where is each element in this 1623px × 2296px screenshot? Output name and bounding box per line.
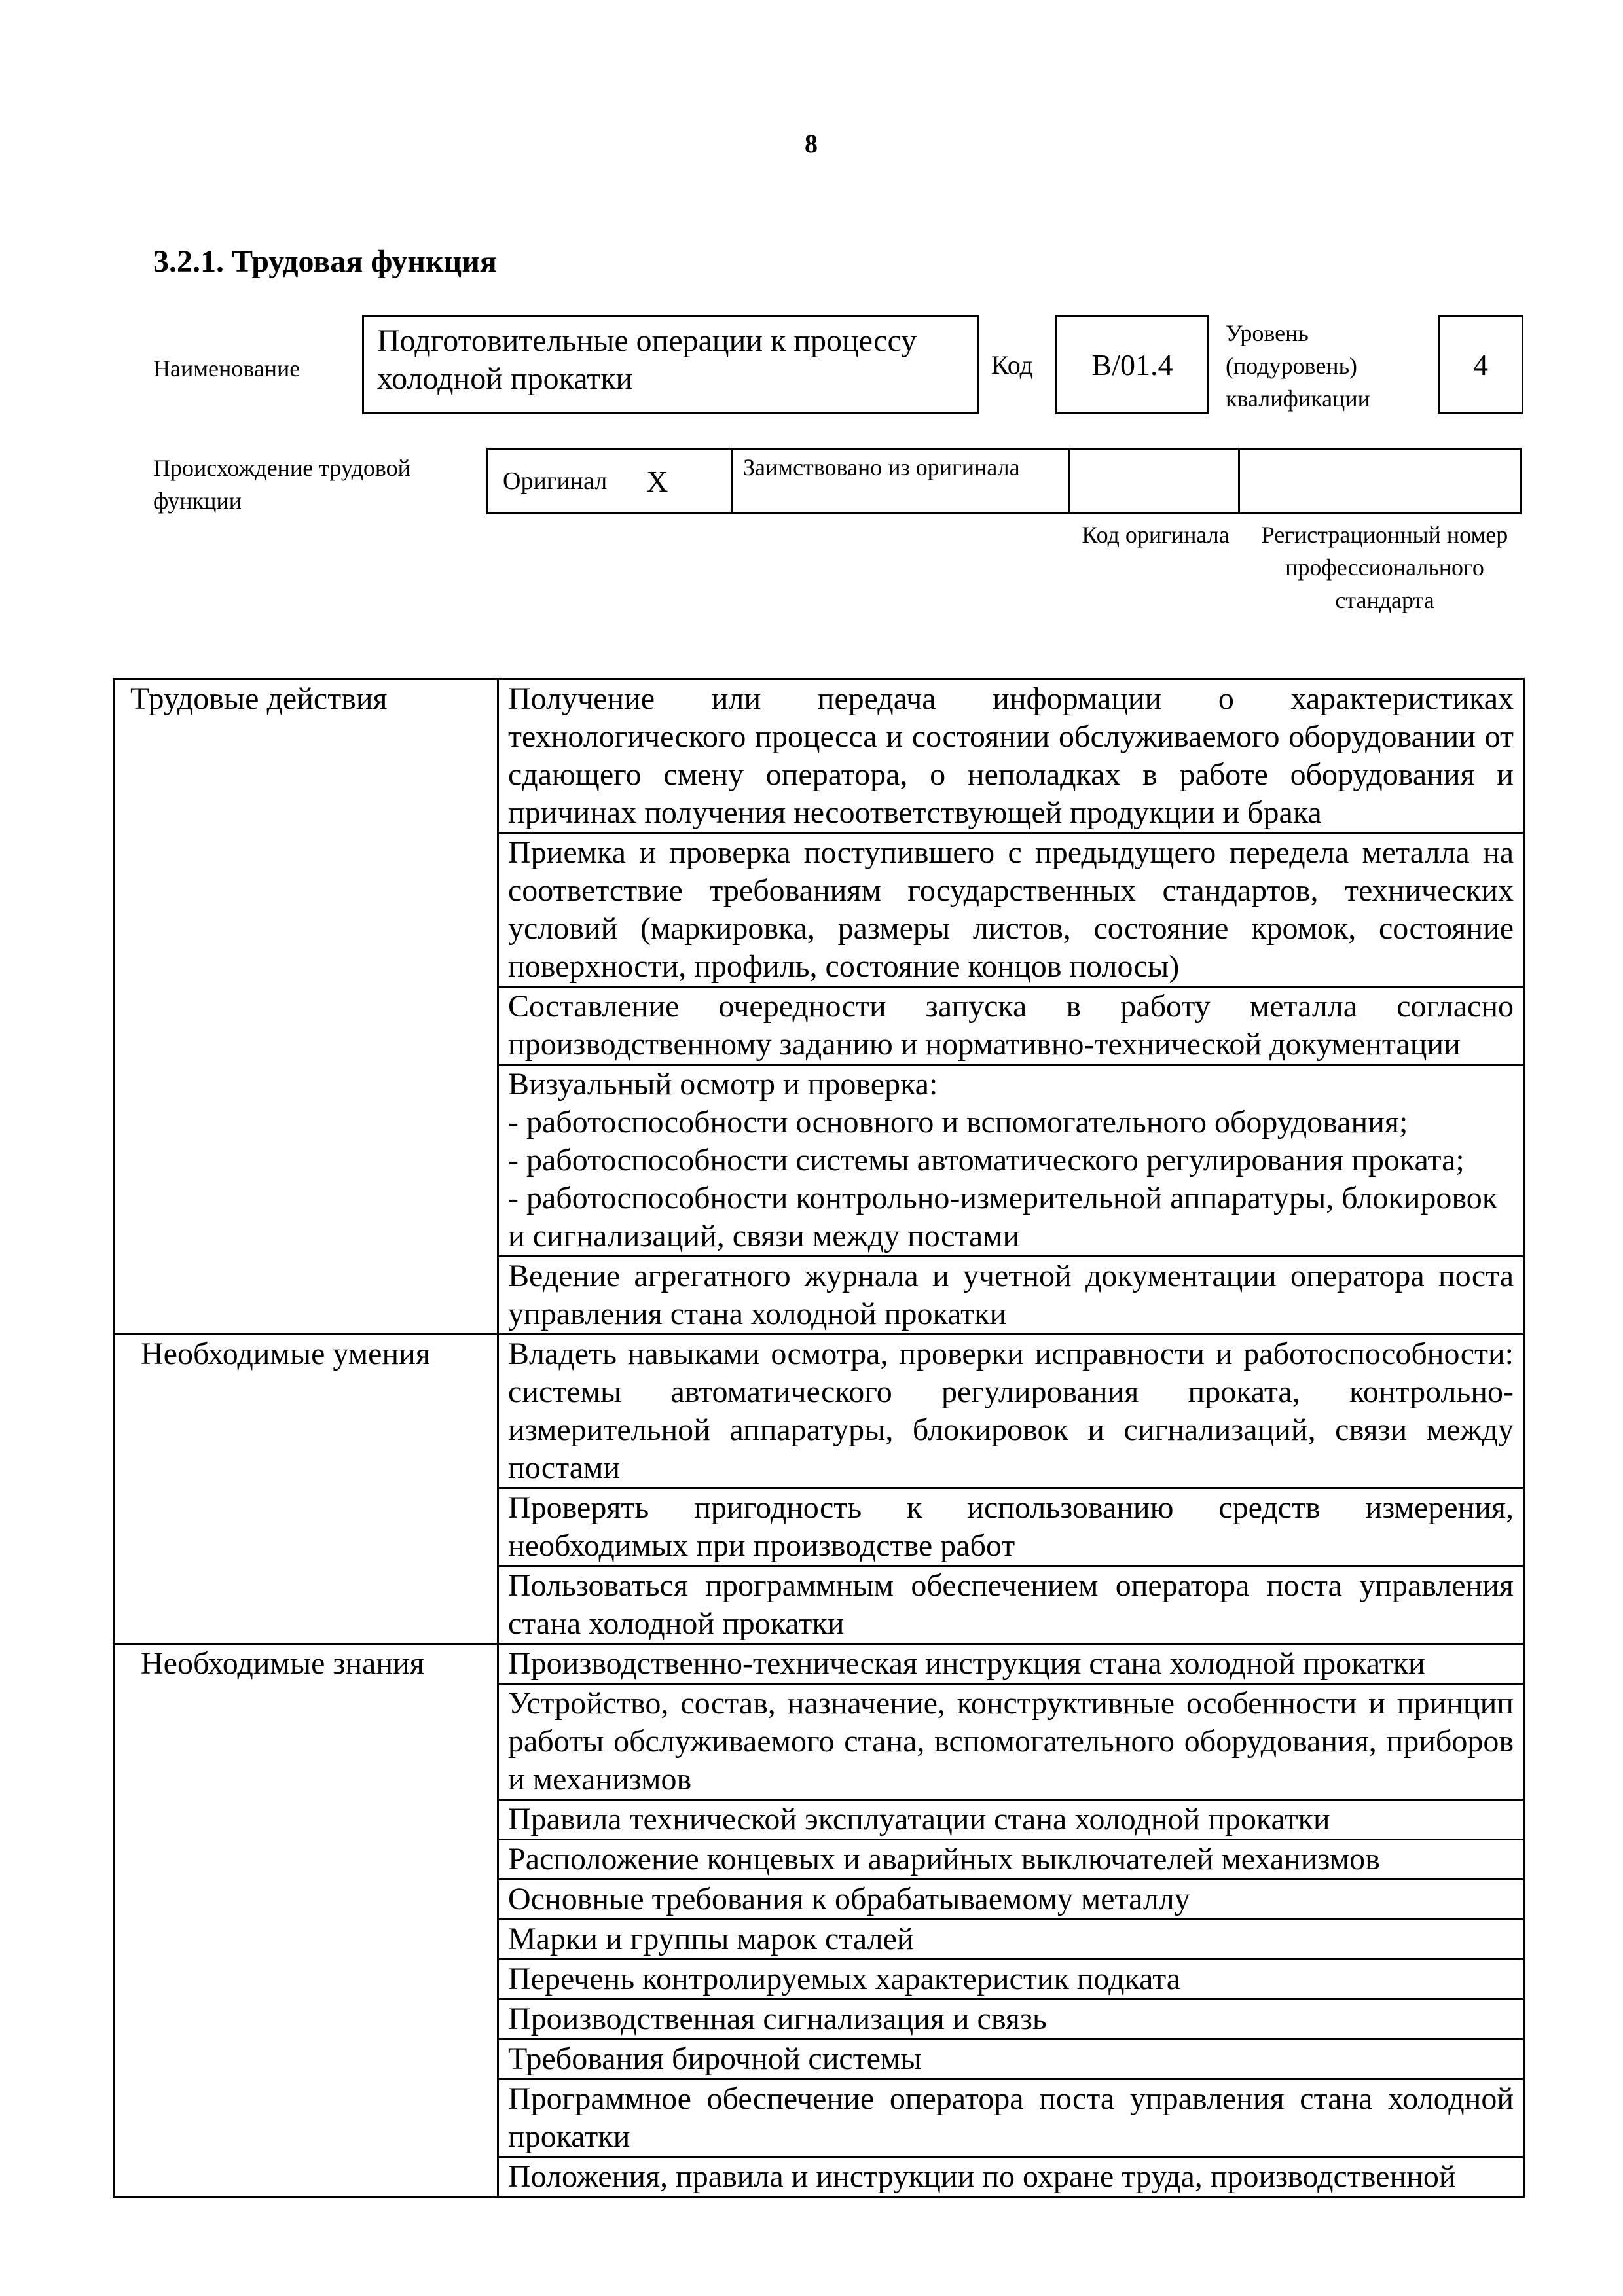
list-item: - работоспособности контрольно-измерительной аппаратуры, блокировок и сигнализаций, связи между постами <box>508 1181 1498 1253</box>
level-label: Уровень (подуровень) квалификации <box>1226 320 1370 412</box>
table-cell: Производственно-техническая инструкция стана холодной прокатки <box>498 1644 1524 1684</box>
table-cell: Требования бирочной системы <box>498 2039 1524 2079</box>
table-cell: Положения, правила и инструкции по охране труда, производственной <box>498 2157 1524 2197</box>
labor-function-table <box>113 678 1525 2198</box>
table-cell: Производственная сигнализация и связь <box>498 2000 1524 2039</box>
table-cell: Пользоваться программным обеспечением оператора поста управления стана холодной прокатки <box>498 1566 1524 1644</box>
table-cell: Приемка и проверка поступившего с предыдущего передела металла на соответствие требованиям государственных стандартов, технических условий (маркировка, размеры листов, состояние кромок, состояние поверхности, профиль, состояние концов полосы) <box>498 833 1524 987</box>
table-cell: Проверять пригодность к использованию средств измерения, необходимых при производстве работ <box>498 1488 1524 1566</box>
function-name-box: Подготовительные операции к процессу холодной прокатки <box>362 315 979 414</box>
table-cell: Составление очередности запуска в работу металла согласно производственному заданию и нормативно-технической документации <box>498 987 1524 1065</box>
code-box: B/01.4 <box>1055 315 1209 414</box>
skills-label: Необходимые умения <box>114 1335 498 1644</box>
table-cell: Ведение агрегатного журнала и учетной документации оператора поста управления стана холодной прокатки <box>498 1257 1524 1335</box>
table-cell: Марки и группы марок сталей <box>498 1920 1524 1960</box>
table-cell: Правила технической эксплуатации стана холодной прокатки <box>498 1800 1524 1840</box>
table-cell: Расположение концевых и аварийных выключателей механизмов <box>498 1840 1524 1880</box>
list-item: Визуальный осмотр и проверка: <box>508 1067 938 1102</box>
original-cell <box>486 448 733 514</box>
reg-number-caption: Регистрационный номер профессионального стандарта <box>1261 522 1508 613</box>
origin-row <box>486 448 1523 514</box>
table-cell <box>498 1065 1524 1257</box>
original-label: Оригинал <box>503 467 608 495</box>
code-label: Код <box>991 350 1033 380</box>
level-box: 4 <box>1438 315 1523 414</box>
reg-number-cell <box>1238 448 1522 514</box>
origin-label: Происхождение трудовой функции <box>153 455 410 514</box>
name-label: Наименование <box>153 355 301 382</box>
table-row <box>114 1335 1524 1488</box>
table-cell: Перечень контролируемых характеристик подката <box>498 1960 1524 2000</box>
list-item: - работоспособности основного и вспомогательного оборудования; <box>508 1105 1408 1139</box>
table-cell: Программное обеспечение оператора поста управления стана холодной прокатки <box>498 2079 1524 2157</box>
knowledge-label: Необходимые знания <box>114 1644 498 2197</box>
labor-actions-label: Трудовые действия <box>114 679 498 1335</box>
table-row <box>114 679 1524 833</box>
table-cell: Получение или передача информации о характеристиках технологического процесса и состоянии обслуживаемого оборудовании от сдающего смену оператора, о неполадках в работе оборудования и причинах получения несоответствующей продукции и брака <box>498 679 1524 833</box>
page-number: 8 <box>805 129 818 158</box>
table-cell: Устройство, состав, назначение, конструктивные особенности и принцип работы обслуживаемого стана, вспомогательного оборудования, приборов и механизмов <box>498 1684 1524 1800</box>
borrowed-cell: Заимствовано из оригинала <box>731 448 1070 514</box>
code-original-caption: Код оригинала <box>1082 522 1230 548</box>
section-title: 3.2.1. Трудовая функция <box>153 244 497 279</box>
list-item: - работоспособности системы автоматического регулирования проката; <box>508 1143 1465 1177</box>
table-cell: Основные требования к обрабатываемому металлу <box>498 1880 1524 1920</box>
table-cell: Владеть навыками осмотра, проверки исправности и работоспособности: системы автоматического регулирования проката, контрольно-измерительной аппаратуры, блокировок и сигнализаций, связи между постами <box>498 1335 1524 1488</box>
original-mark: X <box>646 464 668 498</box>
code-original-cell <box>1068 448 1240 514</box>
table-row <box>114 1644 1524 1684</box>
